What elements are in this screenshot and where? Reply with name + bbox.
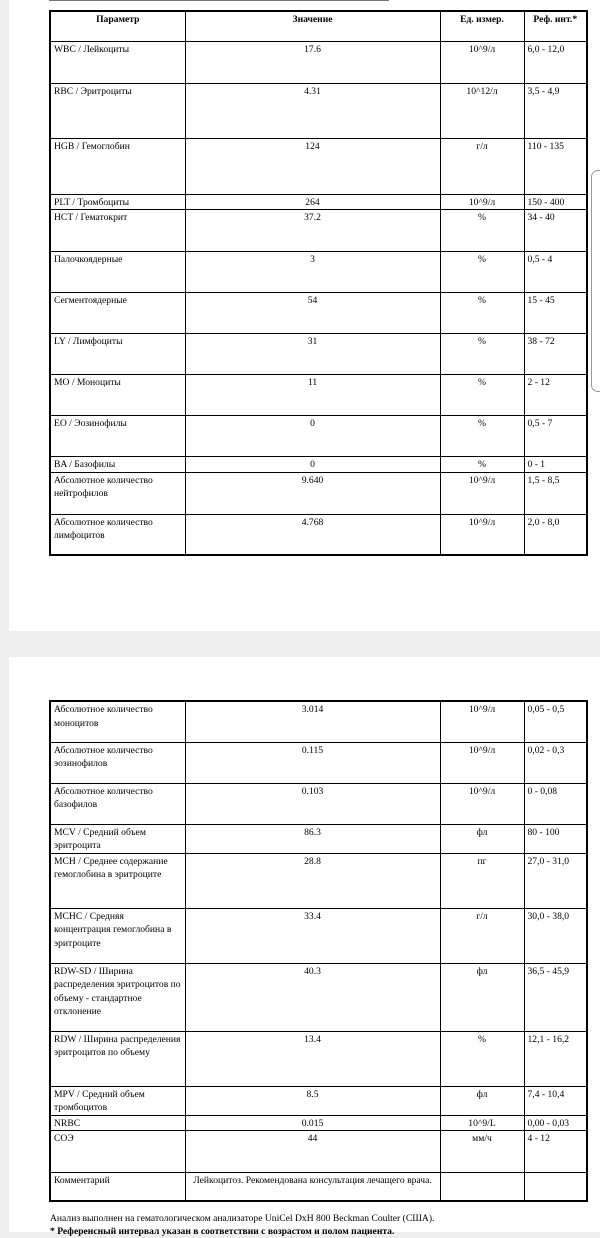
ref-cell: 30,0 - 38,0 [524,908,587,963]
header-ref: Реф. инт.* [524,11,587,41]
table-row [50,1131,587,1173]
side-scroll-handle[interactable] [591,170,600,392]
ref-cell: 2,0 - 8,0 [524,514,587,555]
comment-empty-cell [440,1173,524,1201]
ref-cell: 38 - 72 [524,334,587,375]
table-row [50,416,587,457]
unit-cell: 10^9/л [440,514,524,555]
table-row [50,334,587,375]
table-row [50,210,587,252]
table-row [50,701,587,742]
table-row [50,1086,587,1115]
ref-cell: 36,5 - 45,9 [524,963,587,1031]
ref-cell: 0,5 - 4 [524,252,587,293]
table-row [50,252,587,293]
value-cell: 0.103 [185,783,440,824]
header-param: Параметр [50,11,185,41]
value-cell: 44 [185,1131,440,1173]
unit-cell: 10^9/л [440,41,524,83]
value-cell: 4.31 [185,83,440,138]
unit-cell: фл [440,963,524,1031]
param-cell: RBC / Эритроциты [50,83,185,138]
ref-cell: 6,0 - 12,0 [524,41,587,83]
unit-cell: 10^9/л [440,194,524,210]
table-row [50,1031,587,1086]
table-row [50,824,587,853]
param-cell: MO / Моноциты [50,375,185,416]
comment-label: Комментарий [50,1173,185,1201]
unit-cell: 10^12/л [440,83,524,138]
ref-cell: 2 - 12 [524,375,587,416]
param-cell: MCH / Среднее содержание гемоглобина в эритроците [50,853,185,908]
param-cell: Сегментоядерные [50,293,185,334]
value-cell: 86.3 [185,824,440,853]
param-cell: Абсолютное количество лимфоцитов [50,514,185,555]
param-cell: EO / Эозинофилы [50,416,185,457]
param-cell: HCT / Гематокрит [50,210,185,252]
table-row [50,1115,587,1131]
report-page-1 [9,0,600,631]
param-cell: RDW-SD / Ширина распределения эритроцитов по объему - стандартное отклонение [50,963,185,1031]
param-cell: Абсолютное количество нейтрофилов [50,472,185,514]
value-cell: 8.5 [185,1086,440,1115]
value-cell: 0 [185,457,440,473]
table-row [50,41,587,83]
value-cell: 9.640 [185,472,440,514]
table-row [50,457,587,473]
value-cell: 31 [185,334,440,375]
unit-cell: г/л [440,138,524,194]
value-cell: 3.014 [185,701,440,742]
value-cell: 28.8 [185,853,440,908]
ref-cell: 150 - 400 [524,194,587,210]
table-header-row [50,11,587,41]
unit-cell: % [440,334,524,375]
table-row [50,293,587,334]
param-cell: BA / Базофилы [50,457,185,473]
page-top-edge-text-line [49,0,389,4]
table-row [50,783,587,824]
value-cell: 13.4 [185,1031,440,1086]
table-row [50,138,587,194]
table-row [50,375,587,416]
comment-empty-cell [524,1173,587,1201]
param-cell: LY / Лимфоциты [50,334,185,375]
ref-cell: 27,0 - 31,0 [524,853,587,908]
param-cell: NRBC [50,1115,185,1131]
value-cell: 40.3 [185,963,440,1031]
ref-cell: 0,00 - 0,03 [524,1115,587,1131]
unit-cell: 10^9/л [440,472,524,514]
ref-cell: 0 - 1 [524,457,587,473]
unit-cell: г/л [440,908,524,963]
value-cell: 37.2 [185,210,440,252]
param-cell: RDW / Ширина распределения эритроцитов по объему [50,1031,185,1086]
param-cell: MPV / Средний объем тромбоцитов [50,1086,185,1115]
ref-cell: 7,4 - 10,4 [524,1086,587,1115]
value-cell: 11 [185,375,440,416]
value-cell: 54 [185,293,440,334]
param-cell: WBC / Лейкоциты [50,41,185,83]
comment-row [50,1173,587,1201]
unit-cell: 10^9/л [440,783,524,824]
unit-cell: пг [440,853,524,908]
table-row [50,472,587,514]
results-table-part-1 [49,10,588,556]
param-cell: HGB / Гемоглобин [50,138,185,194]
ref-cell: 15 - 45 [524,293,587,334]
unit-cell: 10^9/л [440,701,524,742]
ref-cell: 110 - 135 [524,138,587,194]
unit-cell: фл [440,1086,524,1115]
table-row [50,514,587,555]
unit-cell: % [440,252,524,293]
ref-cell: 0,5 - 7 [524,416,587,457]
ref-cell: 34 - 40 [524,210,587,252]
results-table-part-2 [49,700,588,1202]
ref-cell: 4 - 12 [524,1131,587,1173]
param-cell: PLT / Тромбоциты [50,194,185,210]
unit-cell: фл [440,824,524,853]
value-cell: 0.115 [185,742,440,783]
table-row [50,963,587,1031]
value-cell: 33.4 [185,908,440,963]
value-cell: 17.6 [185,41,440,83]
unit-cell: 10^9/L [440,1115,524,1131]
table-row [50,742,587,783]
unit-cell: % [440,293,524,334]
header-value: Значение [185,11,440,41]
param-cell: Абсолютное количество эозинофилов [50,742,185,783]
ref-cell: 1,5 - 8,5 [524,472,587,514]
reference-note: * Референсный интервал указан в соответствии с возрастом и полом пациента. [50,1226,395,1237]
table-row [50,853,587,908]
unit-cell: мм/ч [440,1131,524,1173]
ref-cell: 0,02 - 0,3 [524,742,587,783]
unit-cell: % [440,210,524,252]
unit-cell: % [440,416,524,457]
comment-text: Лейкоцитоз. Рекомендована консультация лечащего врача. [185,1173,440,1201]
unit-cell: % [440,375,524,416]
table-row [50,194,587,210]
header-unit: Ед. измер. [440,11,524,41]
report-page-2 [9,657,600,1237]
footnote [50,1212,595,1238]
param-cell: Палочкоядерные [50,252,185,293]
value-cell: 0 [185,416,440,457]
value-cell: 3 [185,252,440,293]
value-cell: 264 [185,194,440,210]
table-row [50,83,587,138]
value-cell: 4.768 [185,514,440,555]
ref-cell: 0,05 - 0,5 [524,701,587,742]
unit-cell: 10^9/л [440,742,524,783]
param-cell: MCV / Средний объем эритроцита [50,824,185,853]
ref-cell: 12,1 - 16,2 [524,1031,587,1086]
value-cell: 124 [185,138,440,194]
unit-cell: % [440,457,524,473]
param-cell: Абсолютное количество моноцитов [50,701,185,742]
analyzer-note: Анализ выполнен на гематологическом анализаторе UniCel DxH 800 Beckman Coulter (США). [50,1213,435,1224]
value-cell: 0.015 [185,1115,440,1131]
table-row [50,908,587,963]
param-cell: Абсолютное количество базофилов [50,783,185,824]
param-cell: MCHC / Средняя концентрация гемоглобина в эритроците [50,908,185,963]
ref-cell: 0 - 0,08 [524,783,587,824]
unit-cell: % [440,1031,524,1086]
param-cell: СОЭ [50,1131,185,1173]
ref-cell: 80 - 100 [524,824,587,853]
ref-cell: 3,5 - 4,9 [524,83,587,138]
